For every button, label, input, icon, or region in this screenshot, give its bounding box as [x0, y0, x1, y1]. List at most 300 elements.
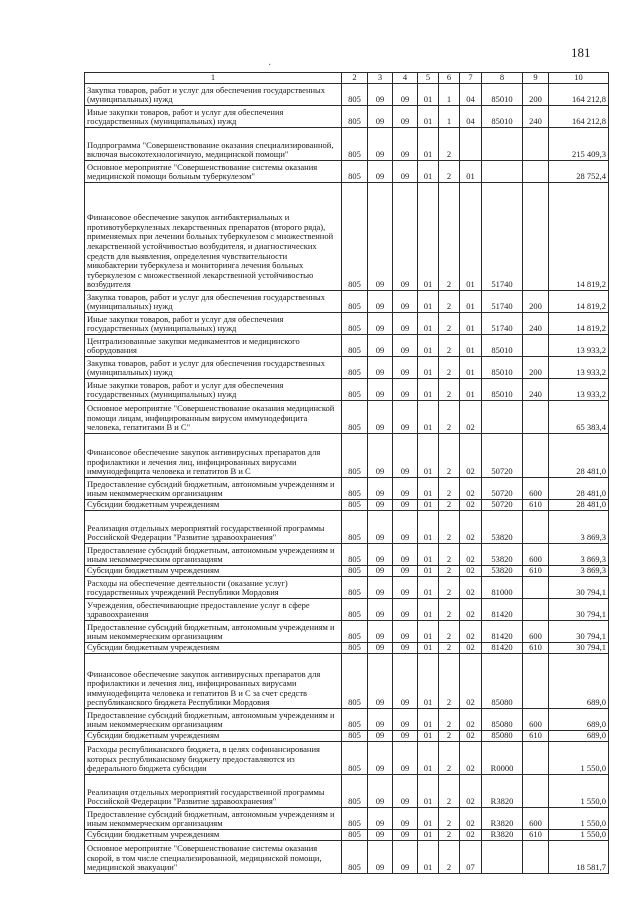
cell-event: 01	[460, 161, 482, 183]
cell-amount: 28 481,0	[549, 478, 609, 500]
row-name: Основное мероприятие "Совершенствование оказания медицинской помощи лицам, инфицированным вирусом иммунодефицита человека, гепатитами В и С"	[85, 401, 342, 434]
cell-expense-type: 200	[523, 357, 549, 379]
cell-event: 02	[460, 709, 482, 731]
cell-event: 04	[460, 84, 482, 106]
cell-expense-type: 600	[523, 621, 549, 643]
cell-event: 02	[460, 830, 482, 841]
cell-subsection: 09	[393, 161, 418, 183]
cell-program: 01	[418, 128, 439, 161]
cell-direction: 53820	[482, 544, 523, 566]
table-row	[85, 434, 609, 478]
cell-direction: R3820	[482, 830, 523, 841]
cell-subsection: 09	[393, 401, 418, 434]
table-row	[85, 709, 609, 731]
cell-amount: 215 409,3	[549, 128, 609, 161]
cell-program: 01	[418, 313, 439, 335]
cell-section: 09	[368, 478, 393, 500]
cell-event: 01	[460, 357, 482, 379]
cell-program: 01	[418, 379, 439, 401]
row-name: Предоставление субсидий бюджетным, автономным учреждениям и иным некоммерческим организациям	[85, 709, 342, 731]
cell-subsection: 09	[393, 654, 418, 709]
cell-expense-type	[523, 841, 549, 874]
row-name: Централизованные закупки медикаментов и медицинского оборудования	[85, 335, 342, 357]
cell-admin-code: 805	[342, 808, 368, 830]
header-row	[85, 73, 609, 84]
cell-program: 01	[418, 566, 439, 577]
cell-direction: 81420	[482, 599, 523, 621]
cell-program: 01	[418, 161, 439, 183]
cell-direction: 51740	[482, 291, 523, 313]
cell-expense-type: 610	[523, 566, 549, 577]
cell-section: 09	[368, 621, 393, 643]
cell-amount: 3 869,3	[549, 511, 609, 544]
cell-event: 02	[460, 478, 482, 500]
cell-section: 09	[368, 84, 393, 106]
column-header-10: 10	[549, 73, 609, 84]
cell-subprogram: 2	[439, 841, 460, 874]
cell-expense-type	[523, 775, 549, 808]
cell-expense-type: 200	[523, 291, 549, 313]
cell-program: 01	[418, 544, 439, 566]
cell-admin-code: 805	[342, 841, 368, 874]
cell-event: 02	[460, 742, 482, 775]
row-name: Реализация отдельных мероприятий государственной программы Российской Федерации "Развитие здравоохранения"	[85, 775, 342, 808]
cell-program: 01	[418, 621, 439, 643]
cell-direction: 85010	[482, 106, 523, 128]
cell-expense-type: 600	[523, 478, 549, 500]
cell-subprogram: 2	[439, 742, 460, 775]
cell-section: 09	[368, 401, 393, 434]
cell-program: 01	[418, 830, 439, 841]
cell-admin-code: 805	[342, 478, 368, 500]
table-row	[85, 742, 609, 775]
cell-event: 01	[460, 313, 482, 335]
cell-subprogram: 2	[439, 291, 460, 313]
table-row	[85, 128, 609, 161]
cell-admin-code: 805	[342, 357, 368, 379]
cell-amount: 1 550,0	[549, 830, 609, 841]
cell-expense-type	[523, 183, 549, 291]
table-row	[85, 401, 609, 434]
cell-section: 09	[368, 335, 393, 357]
cell-admin-code: 805	[342, 401, 368, 434]
cell-admin-code: 805	[342, 577, 368, 599]
cell-amount: 689,0	[549, 654, 609, 709]
cell-direction: 50720	[482, 500, 523, 511]
row-name: Субсидии бюджетным учреждениям	[85, 731, 342, 742]
row-name: Основное мероприятие "Совершенствование системы оказания медицинской помощи больным туберкулезом"	[85, 161, 342, 183]
table-row	[85, 544, 609, 566]
table-row	[85, 643, 609, 654]
cell-program: 01	[418, 841, 439, 874]
cell-amount: 13 933,2	[549, 335, 609, 357]
cell-event: 02	[460, 731, 482, 742]
cell-direction: 85080	[482, 654, 523, 709]
cell-subprogram: 2	[439, 379, 460, 401]
cell-admin-code: 805	[342, 709, 368, 731]
cell-subprogram: 1	[439, 106, 460, 128]
cell-section: 09	[368, 183, 393, 291]
cell-event	[460, 128, 482, 161]
cell-program: 01	[418, 654, 439, 709]
cell-section: 09	[368, 379, 393, 401]
table-row	[85, 183, 609, 291]
cell-program: 01	[418, 401, 439, 434]
cell-section: 09	[368, 511, 393, 544]
cell-expense-type: 610	[523, 643, 549, 654]
cell-event: 01	[460, 379, 482, 401]
row-name: Учреждения, обеспечивающие предоставление услуг в сфере здравоохранения	[85, 599, 342, 621]
cell-expense-type	[523, 742, 549, 775]
cell-event: 02	[460, 566, 482, 577]
cell-direction	[482, 128, 523, 161]
cell-event: 02	[460, 775, 482, 808]
table-row	[85, 654, 609, 709]
cell-subsection: 09	[393, 577, 418, 599]
table-row	[85, 577, 609, 599]
table-row	[85, 775, 609, 808]
table-row	[85, 84, 609, 106]
cell-admin-code: 805	[342, 128, 368, 161]
cell-direction: 85010	[482, 357, 523, 379]
cell-event: 02	[460, 577, 482, 599]
cell-section: 09	[368, 643, 393, 654]
table-row	[85, 599, 609, 621]
cell-event: 04	[460, 106, 482, 128]
cell-expense-type: 600	[523, 808, 549, 830]
cell-expense-type: 600	[523, 544, 549, 566]
cell-program: 01	[418, 709, 439, 731]
cell-program: 01	[418, 106, 439, 128]
cell-admin-code: 805	[342, 161, 368, 183]
cell-amount: 30 794,1	[549, 577, 609, 599]
cell-expense-type	[523, 434, 549, 478]
cell-subsection: 09	[393, 808, 418, 830]
cell-expense-type: 240	[523, 379, 549, 401]
cell-section: 09	[368, 830, 393, 841]
cell-direction: 85010	[482, 84, 523, 106]
column-header-7: 7	[460, 73, 482, 84]
column-header-6: 6	[439, 73, 460, 84]
cell-program: 01	[418, 775, 439, 808]
cell-admin-code: 805	[342, 544, 368, 566]
table-row	[85, 621, 609, 643]
cell-section: 09	[368, 654, 393, 709]
cell-section: 09	[368, 161, 393, 183]
cell-subprogram: 2	[439, 161, 460, 183]
column-header-2: 2	[342, 73, 368, 84]
cell-event: 01	[460, 183, 482, 291]
cell-subsection: 09	[393, 183, 418, 291]
cell-program: 01	[418, 335, 439, 357]
cell-direction: 53820	[482, 511, 523, 544]
cell-amount: 30 794,1	[549, 643, 609, 654]
cell-section: 09	[368, 291, 393, 313]
cell-subprogram: 1	[439, 84, 460, 106]
cell-amount: 14 819,2	[549, 183, 609, 291]
table-row	[85, 808, 609, 830]
table-row	[85, 478, 609, 500]
cell-event: 02	[460, 500, 482, 511]
cell-subsection: 09	[393, 84, 418, 106]
cell-subprogram: 2	[439, 808, 460, 830]
column-header-8: 8	[482, 73, 523, 84]
cell-subsection: 09	[393, 566, 418, 577]
table-row	[85, 731, 609, 742]
cell-direction: 85080	[482, 709, 523, 731]
cell-direction: 53820	[482, 566, 523, 577]
row-name: Предоставление субсидий бюджетным, автономным учреждениям и иным некоммерческим организациям	[85, 621, 342, 643]
cell-amount: 1 550,0	[549, 808, 609, 830]
cell-admin-code: 805	[342, 643, 368, 654]
cell-event: 07	[460, 841, 482, 874]
cell-event: 01	[460, 335, 482, 357]
cell-amount: 3 869,3	[549, 566, 609, 577]
cell-amount: 3 869,3	[549, 544, 609, 566]
cell-subprogram: 2	[439, 709, 460, 731]
cell-direction	[482, 841, 523, 874]
cell-expense-type: 240	[523, 313, 549, 335]
cell-section: 09	[368, 566, 393, 577]
cell-section: 09	[368, 313, 393, 335]
cell-subsection: 09	[393, 731, 418, 742]
cell-direction: 50720	[482, 478, 523, 500]
cell-subprogram: 2	[439, 511, 460, 544]
cell-direction: 50720	[482, 434, 523, 478]
cell-subprogram: 2	[439, 775, 460, 808]
cell-section: 09	[368, 106, 393, 128]
cell-admin-code: 805	[342, 775, 368, 808]
cell-amount: 1 550,0	[549, 742, 609, 775]
cell-direction: 81000	[482, 577, 523, 599]
cell-amount: 30 794,1	[549, 621, 609, 643]
cell-expense-type	[523, 335, 549, 357]
cell-program: 01	[418, 357, 439, 379]
row-name: Субсидии бюджетным учреждениям	[85, 643, 342, 654]
row-name: Финансовое обеспечение закупок антибактериальных и противотуберкулезных лекарственных препаратов (второго ряда), применяемых при лечении больных туберкулезом с множественной лекарственной устойчивостью возбудителя, и диагностических средств для выявления, определения чувствительности микобактерии туберкулеза и мониторинга лечения больных туберкулезом с множественной лекарственной устойчивостью возбудителя	[85, 183, 342, 291]
cell-section: 09	[368, 599, 393, 621]
cell-subprogram: 2	[439, 313, 460, 335]
cell-amount: 14 819,2	[549, 313, 609, 335]
cell-direction: 85010	[482, 379, 523, 401]
cell-amount: 14 819,2	[549, 291, 609, 313]
cell-admin-code: 805	[342, 313, 368, 335]
cell-expense-type: 200	[523, 84, 549, 106]
cell-program: 01	[418, 599, 439, 621]
cell-expense-type: 610	[523, 731, 549, 742]
cell-admin-code: 805	[342, 599, 368, 621]
cell-admin-code: 805	[342, 654, 368, 709]
cell-admin-code: 805	[342, 742, 368, 775]
cell-direction: R3820	[482, 808, 523, 830]
cell-subsection: 09	[393, 841, 418, 874]
cell-direction	[482, 161, 523, 183]
cell-section: 09	[368, 731, 393, 742]
cell-program: 01	[418, 742, 439, 775]
row-name: Закупка товаров, работ и услуг для обеспечения государственных (муниципальных) нужд	[85, 84, 342, 106]
row-name: Субсидии бюджетным учреждениям	[85, 500, 342, 511]
row-name: Финансовое обеспечение закупок антивирусных препаратов для профилактики и лечения лиц, инфицированных вирусами иммунодефицита человека и гепатитов В и С	[85, 434, 342, 478]
cell-subsection: 09	[393, 775, 418, 808]
cell-section: 09	[368, 709, 393, 731]
cell-subprogram: 2	[439, 544, 460, 566]
column-header-9: 9	[523, 73, 549, 84]
cell-admin-code: 805	[342, 434, 368, 478]
table-row	[85, 335, 609, 357]
cell-subsection: 09	[393, 544, 418, 566]
cell-subprogram: 2	[439, 335, 460, 357]
row-name: Основное мероприятие "Совершенствование системы оказания скорой, в том числе специализированной, медицинской помощи, медицинской эвакуации"	[85, 841, 342, 874]
cell-subsection: 09	[393, 379, 418, 401]
cell-program: 01	[418, 434, 439, 478]
table-row	[85, 511, 609, 544]
cell-subprogram: 2	[439, 654, 460, 709]
cell-expense-type	[523, 128, 549, 161]
cell-subsection: 09	[393, 106, 418, 128]
table-row	[85, 830, 609, 841]
cell-section: 09	[368, 500, 393, 511]
row-name: Субсидии бюджетным учреждениям	[85, 830, 342, 841]
cell-admin-code: 805	[342, 291, 368, 313]
cell-section: 09	[368, 544, 393, 566]
cell-amount: 1 550,0	[549, 775, 609, 808]
cell-subsection: 09	[393, 643, 418, 654]
cell-expense-type	[523, 654, 549, 709]
page-number: 181	[571, 45, 591, 60]
row-name: Иные закупки товаров, работ и услуг для обеспечения государственных (муниципальных) нужд	[85, 313, 342, 335]
cell-admin-code: 805	[342, 621, 368, 643]
cell-event: 02	[460, 544, 482, 566]
cell-amount: 164 212,8	[549, 106, 609, 128]
row-name: Подпрограмма "Совершенствование оказания специализированной, включая высокотехнологичную, медицинской помощи"	[85, 128, 342, 161]
cell-program: 01	[418, 731, 439, 742]
column-header-4: 4	[393, 73, 418, 84]
cell-direction: 81420	[482, 643, 523, 654]
cell-amount: 689,0	[549, 731, 609, 742]
row-name: Предоставление субсидий бюджетным, автономным учреждениям и иным некоммерческим организациям	[85, 478, 342, 500]
column-header-3: 3	[368, 73, 393, 84]
cell-event: 02	[460, 599, 482, 621]
cell-amount: 28 481,0	[549, 500, 609, 511]
cell-expense-type: 240	[523, 106, 549, 128]
cell-direction: R3820	[482, 775, 523, 808]
cell-subprogram: 2	[439, 731, 460, 742]
cell-expense-type: 610	[523, 500, 549, 511]
cell-amount: 65 383,4	[549, 401, 609, 434]
cell-subprogram: 2	[439, 577, 460, 599]
cell-program: 01	[418, 84, 439, 106]
cell-direction: 51740	[482, 313, 523, 335]
cell-admin-code: 805	[342, 335, 368, 357]
cell-subprogram: 2	[439, 643, 460, 654]
cell-subsection: 09	[393, 478, 418, 500]
cell-expense-type	[523, 511, 549, 544]
row-name: Реализация отдельных мероприятий государственной программы Российской Федерации "Развитие здравоохранения"	[85, 511, 342, 544]
cell-event: 02	[460, 654, 482, 709]
cell-direction: 51740	[482, 183, 523, 291]
table-row	[85, 500, 609, 511]
cell-amount: 18 581,7	[549, 841, 609, 874]
cell-event: 02	[460, 511, 482, 544]
cell-amount: 13 933,2	[549, 357, 609, 379]
cell-subsection: 09	[393, 434, 418, 478]
cell-admin-code: 805	[342, 183, 368, 291]
cell-admin-code: 805	[342, 566, 368, 577]
row-name: Расходы республиканского бюджета, в целях софинансирования которых республиканскому бюджету предоставляются из федерального бюджета субсидии	[85, 742, 342, 775]
cell-subprogram: 2	[439, 183, 460, 291]
cell-subprogram: 2	[439, 599, 460, 621]
cell-subprogram: 2	[439, 357, 460, 379]
table-row	[85, 106, 609, 128]
cell-expense-type: 600	[523, 709, 549, 731]
cell-subsection: 09	[393, 511, 418, 544]
cell-subsection: 09	[393, 742, 418, 775]
cell-expense-type	[523, 577, 549, 599]
cell-program: 01	[418, 478, 439, 500]
cell-subsection: 09	[393, 128, 418, 161]
cell-event: 01	[460, 291, 482, 313]
cell-program: 01	[418, 577, 439, 599]
cell-subsection: 09	[393, 621, 418, 643]
cell-section: 09	[368, 128, 393, 161]
cell-subsection: 09	[393, 335, 418, 357]
table-row	[85, 313, 609, 335]
cell-amount: 164 212,8	[549, 84, 609, 106]
cell-program: 01	[418, 511, 439, 544]
cell-event: 02	[460, 621, 482, 643]
cell-subsection: 09	[393, 830, 418, 841]
cell-subprogram: 2	[439, 621, 460, 643]
row-name: Субсидии бюджетным учреждениям	[85, 566, 342, 577]
row-name: Предоставление субсидий бюджетным, автономным учреждениям и иным некоммерческим организациям	[85, 808, 342, 830]
cell-event: 02	[460, 643, 482, 654]
table-body	[85, 84, 609, 874]
column-header-5: 5	[418, 73, 439, 84]
cell-direction: R0000	[482, 742, 523, 775]
cell-section: 09	[368, 841, 393, 874]
cell-event: 02	[460, 434, 482, 478]
cell-section: 09	[368, 808, 393, 830]
table-row	[85, 841, 609, 874]
cell-event: 02	[460, 808, 482, 830]
cell-program: 01	[418, 183, 439, 291]
cell-subsection: 09	[393, 291, 418, 313]
cell-subsection: 09	[393, 709, 418, 731]
row-name: Закупка товаров, работ и услуг для обеспечения государственных (муниципальных) нужд	[85, 291, 342, 313]
cell-section: 09	[368, 742, 393, 775]
cell-amount: 13 933,2	[549, 379, 609, 401]
cell-section: 09	[368, 434, 393, 478]
cell-subsection: 09	[393, 500, 418, 511]
cell-program: 01	[418, 643, 439, 654]
cell-subsection: 09	[393, 357, 418, 379]
cell-subprogram: 2	[439, 401, 460, 434]
cell-subprogram: 2	[439, 434, 460, 478]
cell-section: 09	[368, 577, 393, 599]
cell-admin-code: 805	[342, 379, 368, 401]
row-name: Иные закупки товаров, работ и услуг для обеспечения государственных (муниципальных) нужд	[85, 379, 342, 401]
column-header-1: 1	[85, 73, 342, 84]
row-name: Расходы на обеспечение деятельности (оказание услуг) государственных учреждений Республики Мордовия	[85, 577, 342, 599]
row-name: Предоставление субсидий бюджетным, автономным учреждениям и иным некоммерческим организациям	[85, 544, 342, 566]
cell-section: 09	[368, 357, 393, 379]
cell-admin-code: 805	[342, 511, 368, 544]
cell-program: 01	[418, 291, 439, 313]
cell-amount: 689,0	[549, 709, 609, 731]
cell-direction	[482, 401, 523, 434]
scan-mark: ·	[268, 60, 272, 71]
table-row	[85, 379, 609, 401]
